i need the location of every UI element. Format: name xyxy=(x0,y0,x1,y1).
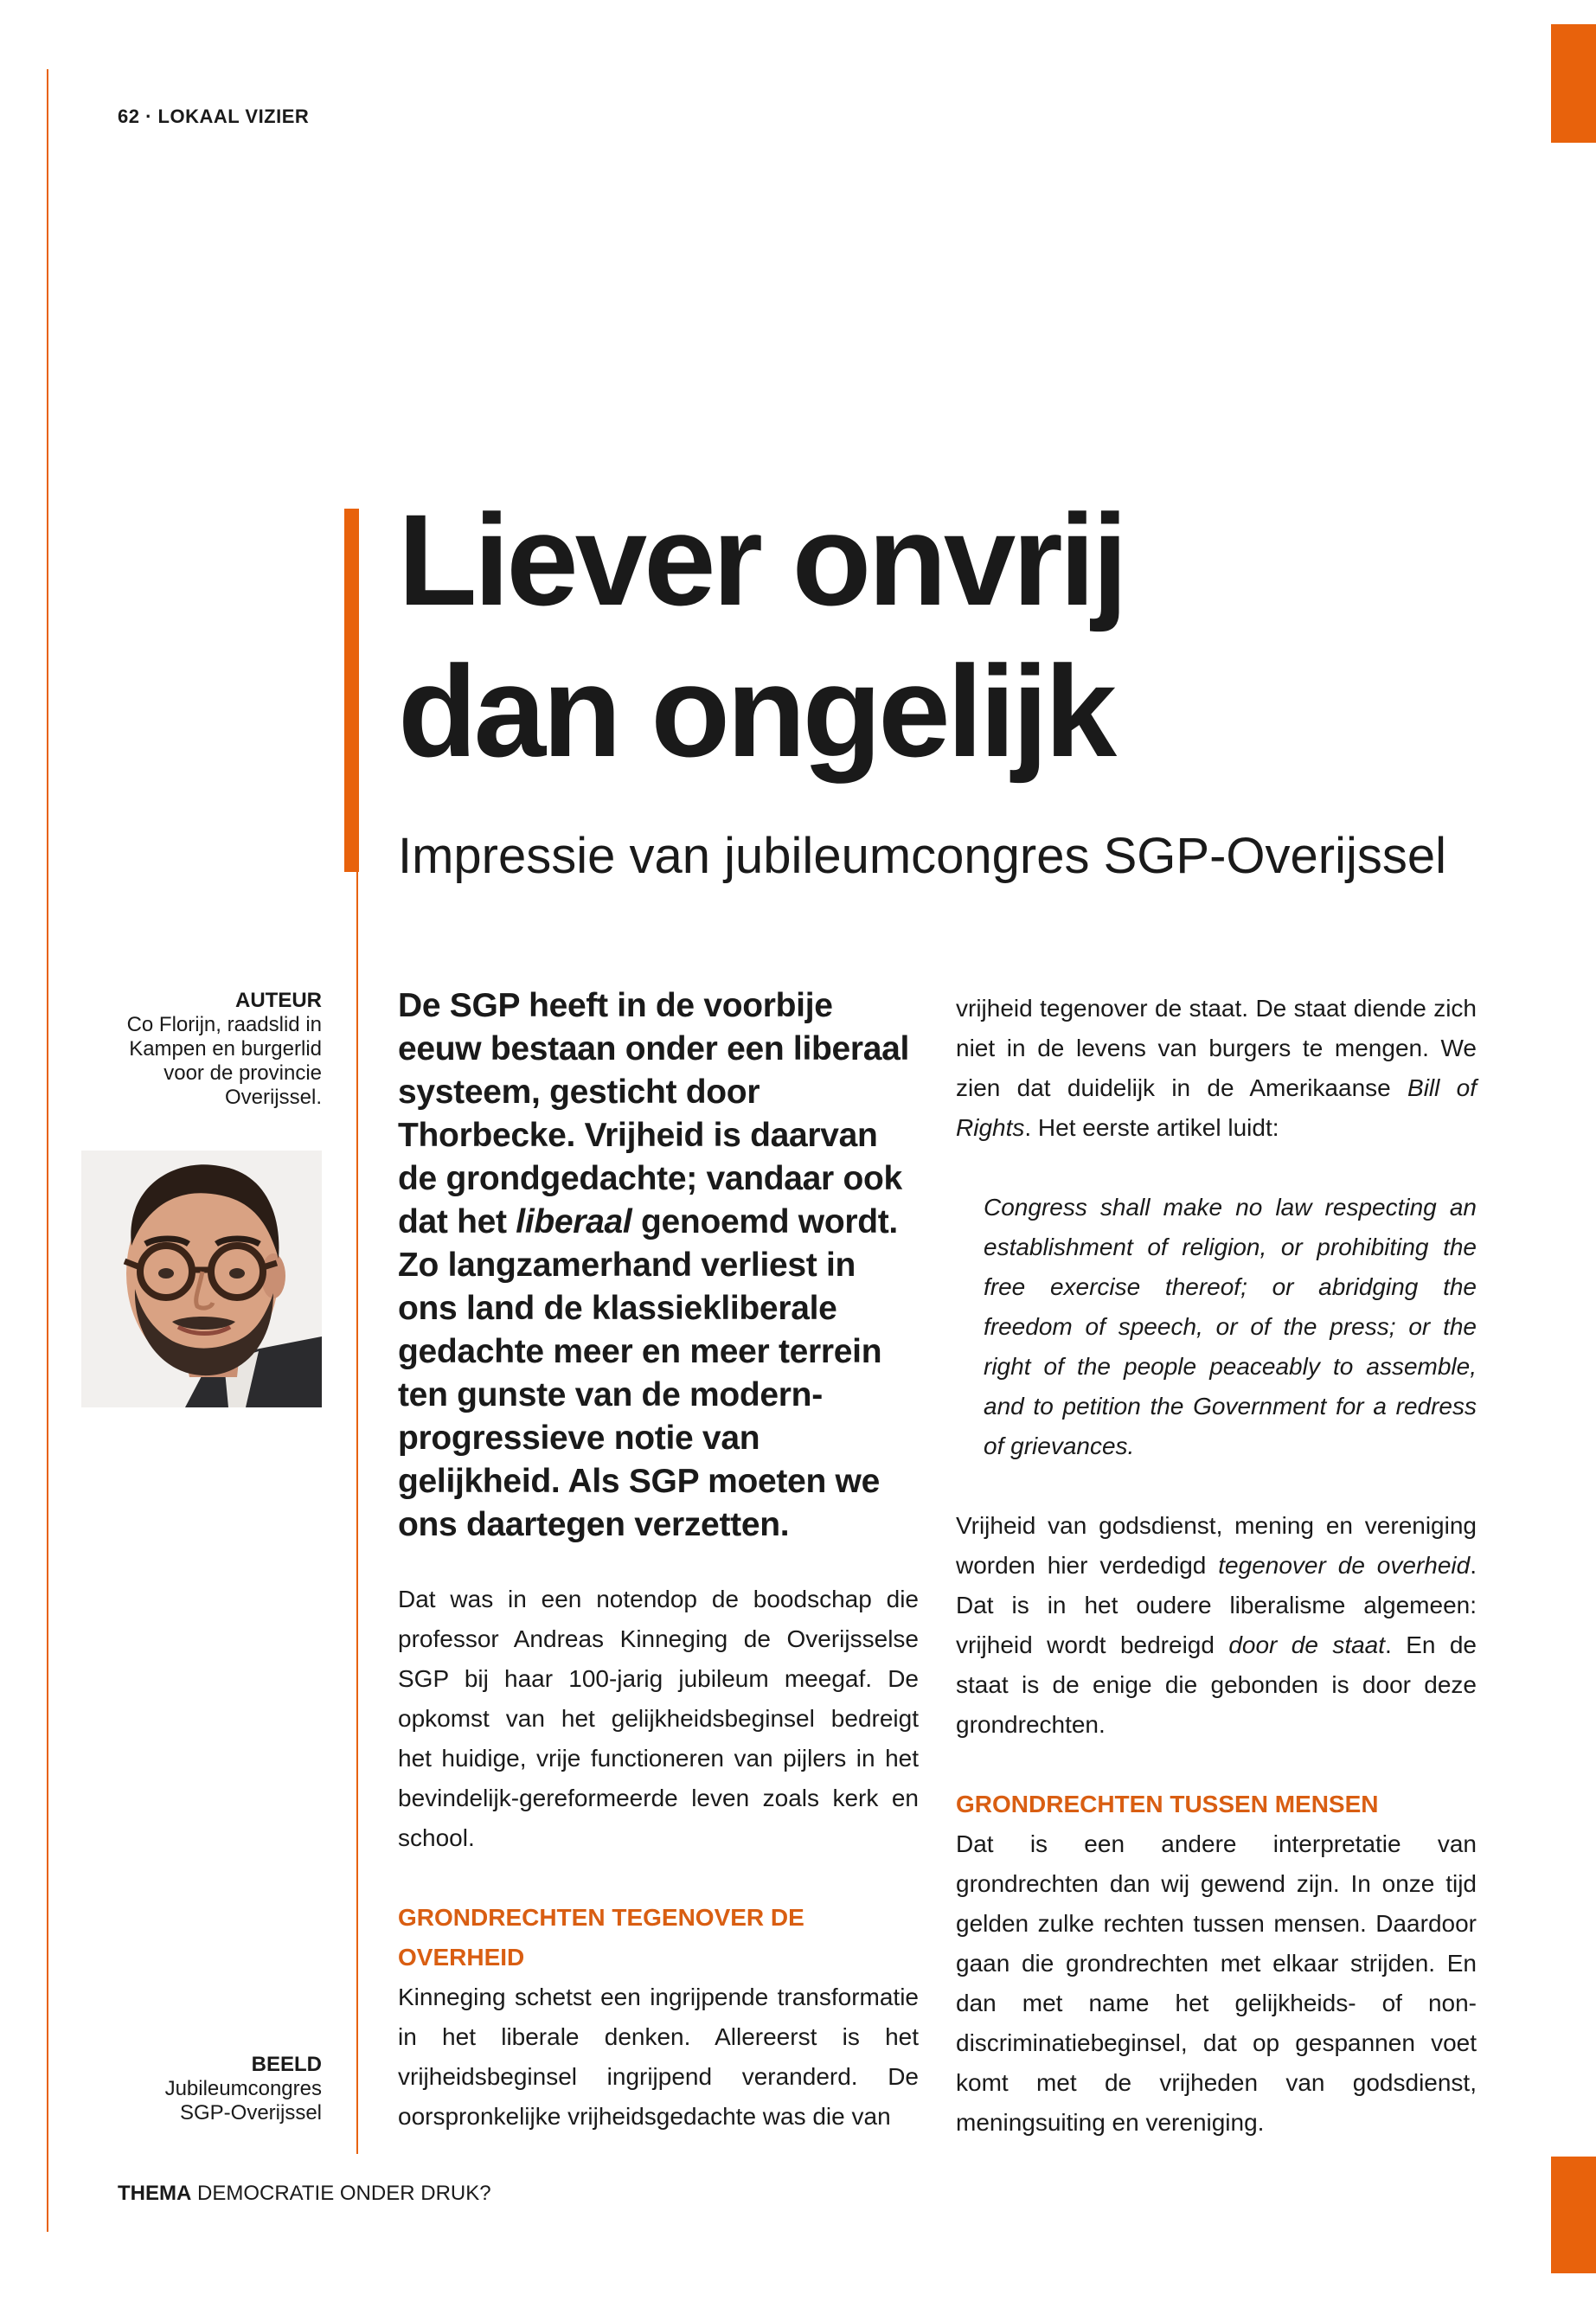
credit-label: BEELD xyxy=(251,2053,322,2076)
author-photo xyxy=(81,1150,322,1407)
author-portrait-illustration xyxy=(81,1150,322,1407)
text-run: vrijheid tegenover de staat. De staat diende zich niet in de levens van burgers te mengen. We zien dat duidelijk in de Amerikaanse xyxy=(956,995,1477,1101)
section-heading: GRONDRECHTEN TUSSEN MENSEN xyxy=(956,1791,1379,1817)
title-line-1: Liever onvrij xyxy=(398,487,1125,632)
body-column-left xyxy=(398,1580,919,2137)
title-accent-bar xyxy=(344,509,359,872)
accent-tab-bottom xyxy=(1551,2157,1596,2273)
text-run: Vrijheid van godsdienst, mening en vereniging worden hier verdedigd xyxy=(956,1512,1477,1579)
text-emphasis: tegenover de overheid xyxy=(1218,1552,1471,1579)
page-title xyxy=(398,484,1548,787)
text-emphasis: door de staat xyxy=(1228,1631,1386,1658)
intro-emphasis: liberaal xyxy=(516,1203,632,1240)
author-block xyxy=(118,989,322,1110)
body-paragraph: Kinneging schetst een ingrijpende transformatie in het liberale denken. Allereerst is het vrijheidsbeginsel ingrijpend veranderd. De oorspronkelijke vrijheidsgedachte was die van xyxy=(398,1984,919,2130)
title-line-2: dan ongelijk xyxy=(398,638,1114,784)
block-quote: Congress shall make no law respecting an establishment of religion, or prohibiting the free exercise thereof; or abridging the freedom of speech, or of the press; or the right of the people peaceably to assemble, and to petition the Government for a redress of grievances. xyxy=(984,1194,1477,1459)
credit-text: Jubileumcongres SGP-Overijssel xyxy=(164,2077,322,2125)
text-run: . En de staat is de enige die gebonden is door deze grondrechten. xyxy=(956,1631,1477,1738)
intro-part-2: genoemd wordt. Zo langzamerhand verliest in ons land de klassiekliberale gedachte meer en meer terrein ten gunste van de modern-progressieve notie van gelijkheid. Als SGP moeten we ons daartegen verzetten. xyxy=(398,1203,898,1543)
author-label: AUTEUR xyxy=(235,989,322,1012)
footer-text: DEMOCRATIE ONDER DRUK? xyxy=(191,2182,491,2205)
column-rule xyxy=(356,865,358,2154)
page-subtitle: Impressie van jubileumcongres SGP-Overijssel xyxy=(398,828,1446,884)
image-credit-block xyxy=(118,2053,322,2125)
footer-theme xyxy=(118,2182,491,2206)
margin-rule xyxy=(47,69,48,2232)
body-paragraph xyxy=(956,989,1477,1148)
footer-label: THEMA xyxy=(118,2182,192,2205)
section-heading: GRONDRECHTEN TEGENOVER DE OVERHEID xyxy=(398,1904,804,1971)
body-column-right xyxy=(956,989,1477,2143)
body-paragraph: Dat is een andere interpretatie van grondrechten dan wij gewend zijn. In onze tijd gelden zulke rechten tussen mensen. Daardoor gaan die grondrechten met elkaar strijden. En dan met name het gelijkheids- of non-discriminatiebeginsel, dat op gespannen voet komt met de vrijheden van godsdienst, meningsuiting en vereniging. xyxy=(956,1830,1477,2136)
text-emphasis: Bill of Rights xyxy=(956,1074,1477,1141)
body-paragraph xyxy=(956,1506,1477,1745)
author-text: Co Florijn, raadslid in Kampen en burgerlid voor de provincie Overijssel. xyxy=(126,1013,322,1109)
accent-tab-top xyxy=(1551,24,1596,143)
intro-lead xyxy=(398,984,913,1547)
text-run: . Dat is in het oudere liberalisme algemeen: vrijheid wordt bedreigd xyxy=(956,1552,1477,1658)
running-head: 62 · LOKAAL VIZIER xyxy=(118,106,310,127)
intro-part-1: De SGP heeft in de voorbije eeuw bestaan onder een liberaal systeem, gesticht door Thorbecke. Vrijheid is daarvan de grondgedachte; vandaar ook dat het xyxy=(398,987,910,1240)
text-run: . Het eerste artikel luidt: xyxy=(1024,1114,1279,1141)
body-paragraph: Dat was in een notendop de boodschap die professor Andreas Kinneging de Overijsselse SGP bij haar 100-jarig jubileum meegaf. De opkomst van het gelijkheidsbeginsel bedreigt het huidige, vrije functioneren van pijlers in het bevindelijk-gereformeerde leven zoals kerk en school. xyxy=(398,1586,919,1851)
